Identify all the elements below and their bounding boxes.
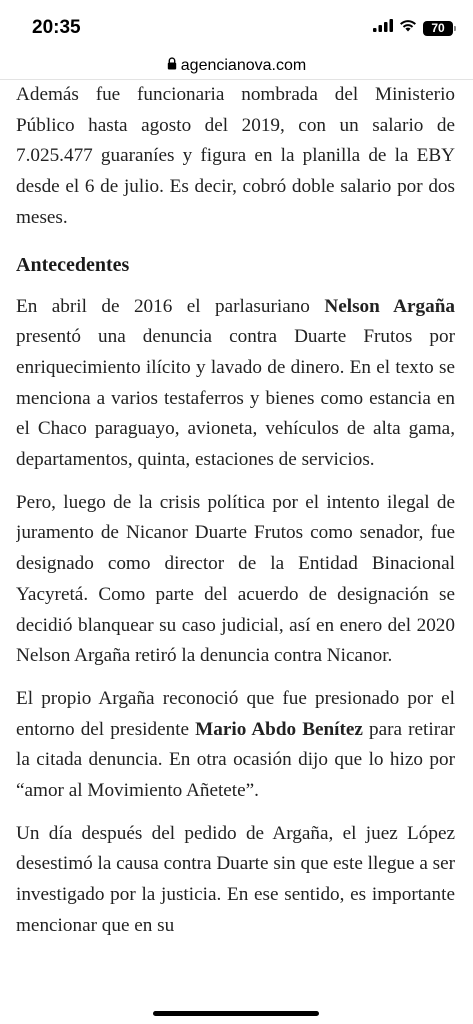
status-time: 20:35	[32, 17, 81, 38]
article-paragraph-3: Pero, luego de la crisis política por el intento ilegal de juramento de Nicanor Duarte Frutos como senador, fue designado como director de la Entidad Binacional Yacyretá. Como parte del acuerdo de designación se decidió blanquear su caso judicial, así en enero del 2020 Nelson Argaña retiró la denuncia contra Nicanor.	[16, 491, 455, 667]
article-paragraph-4	[16, 684, 455, 807]
battery-level: 70	[431, 21, 445, 35]
wifi-icon	[399, 19, 417, 37]
text-run: presentó una denuncia contra Duarte Frutos por enriquecimiento ilícito y lavado de dinero. En el texto se menciona a varios testaferros y bienes como estancia en el Chaco paraguayo, avioneta, vehículos de alta gama, departamentos, quinta, estaciones de servicios.	[16, 326, 455, 471]
battery-icon	[423, 21, 453, 36]
text-run: En abril de 2016 el parlasuriano	[16, 295, 325, 317]
article-paragraph-1: Además fue funcionaria nombrada del Ministerio Público hasta agosto del 2019, con un salario de 7.025.477 guaraníes y figura en la planilla de la EBY desde el 6 de julio. Es decir, cobró doble salario por dos meses.	[16, 84, 455, 228]
text-run: para retirar la citada denuncia. En otra ocasión dijo que lo hizo por “amor al Movimiento Añetete”.	[16, 718, 455, 802]
section-heading-antecedentes: Antecedentes	[16, 253, 130, 276]
article-body	[16, 80, 455, 1024]
address-bar[interactable]	[0, 52, 473, 80]
status-bar	[0, 0, 473, 52]
article-paragraph-5: Un día después del pedido de Argaña, el juez López desestimó la causa contra Duarte sin que este llegue a ser investigado por la justicia. En ese sentido, es importante mencionar que en su	[16, 822, 455, 936]
text-run: El propio Argaña reconoció que fue presionado por el entorno del presidente	[16, 687, 455, 740]
article-paragraph-2	[16, 292, 455, 476]
home-indicator[interactable]	[153, 1011, 319, 1016]
signal-icon	[373, 19, 393, 37]
status-icons	[373, 19, 453, 37]
bold-name-mario-abdo-benitez: Mario Abdo Benítez	[195, 718, 363, 740]
bold-name-nelson-argana: Nelson Argaña	[324, 295, 455, 317]
url-domain[interactable]: agencianova.com	[180, 56, 307, 74]
lock-icon	[167, 57, 177, 75]
